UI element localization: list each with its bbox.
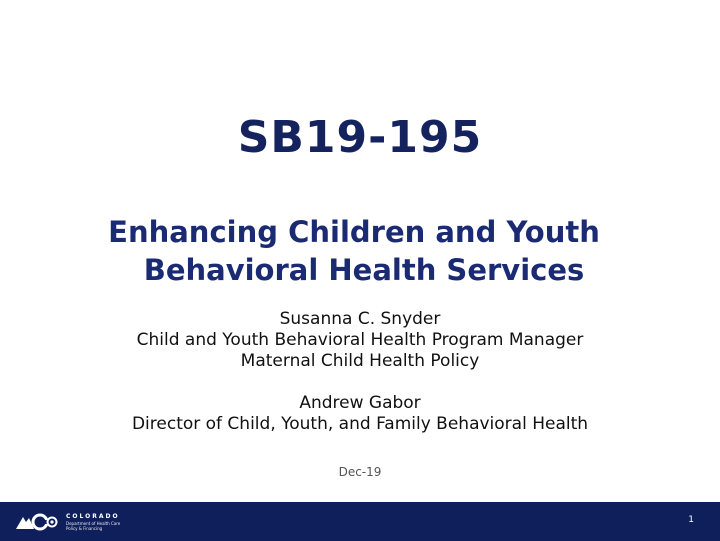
- slide-title: SB19-195: [237, 112, 483, 163]
- presenter-2-name: Andrew Gabor: [299, 393, 421, 413]
- footer-bar: [0, 502, 720, 541]
- logo-wordmark: [66, 513, 120, 531]
- logo-state-name: COLORADO: [66, 513, 120, 520]
- presenter-1-name: Susanna C. Snyder: [279, 309, 441, 329]
- slide-subtitle: [0, 213, 720, 289]
- presenter-1-role: Child and Youth Behavioral Health Program Manager: [136, 330, 584, 350]
- presenters-block: [0, 309, 720, 435]
- subtitle-line-2: Behavioral Health Services: [143, 253, 585, 287]
- slide-date: Dec-19: [338, 465, 382, 479]
- colorado-state-logo-icon: [16, 511, 58, 533]
- logo-dept-line-2: Policy & Financing: [66, 526, 103, 531]
- presenter-1-unit: Maternal Child Health Policy: [240, 351, 480, 371]
- presenter-2-role: Director of Child, Youth, and Family Behavioral Health: [131, 414, 589, 434]
- subtitle-line-1: Enhancing Children and Youth: [108, 215, 600, 249]
- logo-dept-line-1: Department of Health Care: [66, 521, 121, 526]
- spacer: [0, 372, 720, 393]
- page-number: 1: [688, 515, 694, 525]
- department-logo: [16, 510, 120, 534]
